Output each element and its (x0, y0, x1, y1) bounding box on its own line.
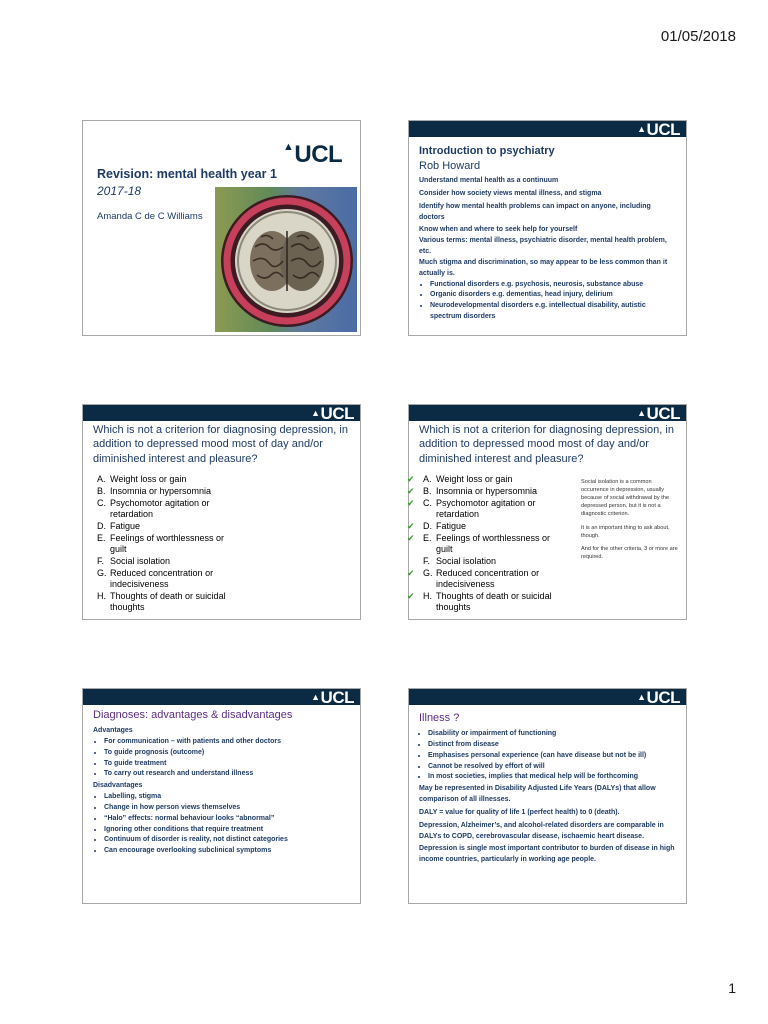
list-item: E. Feelings of worthlessness or guilt (97, 532, 225, 554)
body-paragraph: May be represented in Disability Adjusted Life Years (DALYs) that allow comparison of all illnesses. (419, 785, 656, 804)
list-item: • Distinct from disease (428, 740, 678, 751)
body-paragraph: Depression is single most important contributor to burden of disease in high income countries, particularly in working age people. (419, 845, 675, 864)
slide-title: Diagnoses: advantages & disadvantages (93, 709, 293, 721)
check-icon: ✔ (407, 497, 415, 508)
slide-6 (408, 688, 687, 904)
list-item: • For communication – with patients and other doctors (104, 737, 352, 748)
body-line: Various terms: mental illness, psychiatric disorder, mental health problem, etc. (419, 237, 667, 256)
slide-2 (408, 120, 687, 336)
list-item: • Disability or impairment of functioning (428, 729, 678, 740)
list-item: • Ignoring other conditions that require treatment (104, 825, 352, 836)
answer-note (581, 478, 679, 566)
list-item: • Emphasises personal experience (can have disease but not be ill) (428, 751, 678, 762)
list-item: • Continuum of disorder is reality, not distinct categories (104, 835, 352, 846)
list-item: ✔ D. Fatigue (407, 520, 467, 531)
list-item: B. Insomnia or hypersomnia (97, 485, 212, 496)
note-paragraph: And for the other criteria, 3 or more are required. (581, 545, 678, 560)
check-icon: ✔ (407, 474, 415, 484)
list-item: ✔ C. Psychomotor agitation or retardation (407, 497, 536, 519)
bullet-list (419, 729, 678, 783)
list-item: ✔ G. Reduced concentration or indecisiveness (407, 567, 540, 589)
list-item: A. Weight loss or gain (97, 474, 187, 484)
ucl-logo: ▲UCL (637, 120, 680, 139)
question-title: Which is not a criterion for diagnosing depression, in addition to depressed mood most of day and/or diminished interest and pleasure? (419, 424, 674, 465)
check-icon: ✔ (407, 567, 415, 578)
section-heading: Advantages (93, 727, 133, 734)
slide-title: Introduction to psychiatry (419, 145, 555, 157)
body-line: Identify how mental health problems can impact on anyone, including doctors (419, 202, 651, 221)
slide-body (419, 729, 678, 868)
slide-body (419, 176, 678, 324)
check-icon: ✔ (407, 532, 415, 543)
list-item: • To carry out research and understand illness (104, 769, 352, 780)
list-item: • Organic disorders e.g. dementias, head injury, delirium (430, 290, 678, 301)
list-item: ✔ A. Weight loss or gain (407, 474, 513, 484)
list-item: • Functional disorders e.g. psychosis, neurosis, substance abuse (430, 280, 678, 291)
list-item: • To guide prognosis (outcome) (104, 748, 352, 759)
body-line: Consider how society views mental illness, and stigma (419, 189, 602, 197)
list-item: • In most societies, implies that medical help will be forthcoming (428, 772, 678, 783)
note-paragraph: Social isolation is a common occurrence in depression, usually because of social withdrawal by the depressed person, but it is not a diagnostic criterion. (581, 479, 669, 518)
list-item: ✔ B. Insomnia or hypersomnia (407, 485, 538, 496)
slide-5 (82, 688, 361, 904)
list-item: ✔ E. Feelings of worthlessness or guilt (407, 532, 551, 554)
brain-image (215, 187, 357, 332)
list-item: D. Fatigue (97, 520, 141, 531)
list-item: • To guide treatment (104, 759, 352, 770)
slide-title: Revision: mental health year 1 (97, 167, 277, 181)
list-item: G. Reduced concentration or indecisiveness (97, 567, 214, 589)
slide-subtitle: Rob Howard (419, 160, 481, 172)
check-icon (407, 556, 421, 567)
slide-4 (408, 404, 687, 620)
ucl-logo: ▲UCL (311, 688, 354, 707)
body-line: Much stigma and discrimination, so may appear to be less common than it actually is. (419, 258, 668, 277)
slide-title: Illness ? (419, 712, 460, 724)
list-item: • Labelling, stigma (104, 792, 352, 803)
body-line: Understand mental health as a continuum (419, 177, 559, 184)
question-title: Which is not a criterion for diagnosing depression, in addition to depressed mood most of day and/or diminished interest and pleasure? (93, 424, 348, 465)
note-paragraph: It is an important thing to ask about, though. (581, 524, 670, 539)
list-item: C. Psychomotor agitation or retardation (97, 497, 210, 519)
list-item: • Cannot be resolved by effort of will (428, 762, 678, 773)
option-list (407, 474, 566, 614)
check-icon: ✔ (407, 485, 415, 496)
check-icon: ✔ (407, 520, 415, 531)
body-paragraph: DALY = value for quality of life 1 (perfect health) to 0 (death). (419, 808, 620, 816)
slide-3 (82, 404, 361, 620)
option-list (97, 474, 240, 614)
page-date: 01/05/2018 (660, 28, 736, 45)
slide-1 (82, 120, 361, 336)
list-item: • Can encourage overlooking subclinical symptoms (104, 846, 352, 857)
list-item: • Neurodevelopmental disorders e.g. intellectual disability, autistic spectrum disorders (430, 301, 678, 323)
ucl-logo: ▲UCL (283, 141, 343, 168)
slide-author: Amanda C de C Williams (97, 211, 203, 222)
check-icon: ✔ (407, 590, 415, 601)
ucl-logo: ▲UCL (311, 404, 354, 423)
ucl-logo: ▲UCL (637, 404, 680, 423)
body-line: Know when and where to seek help for yourself (419, 226, 578, 234)
page-number: 1 (728, 980, 736, 996)
ucl-logo: ▲UCL (637, 688, 680, 707)
bullet-list (93, 737, 352, 780)
list-item: • Change in how person views themselves (104, 803, 352, 814)
list-item: F. Social isolation (423, 556, 566, 567)
list-item: F. Social isolation (97, 555, 171, 566)
list-item: • “Halo” effects: normal behaviour looks “abnormal” (104, 814, 352, 825)
body-paragraph: Depression, Alzheimer’s, and alcohol-related disorders are comparable in DALYs to COPD, cerebrovascular disease, ischaemic heart disease. (419, 821, 664, 840)
slide-body (93, 726, 352, 858)
bullet-list (419, 280, 678, 323)
list-item: H. Thoughts of death or suicidal thoughts (97, 590, 226, 612)
list-item: ✔ H. Thoughts of death or suicidal thoughts (407, 590, 552, 612)
bullet-list (93, 792, 352, 857)
slide-year: 2017-18 (97, 184, 142, 198)
section-heading: Disadvantages (93, 782, 143, 790)
